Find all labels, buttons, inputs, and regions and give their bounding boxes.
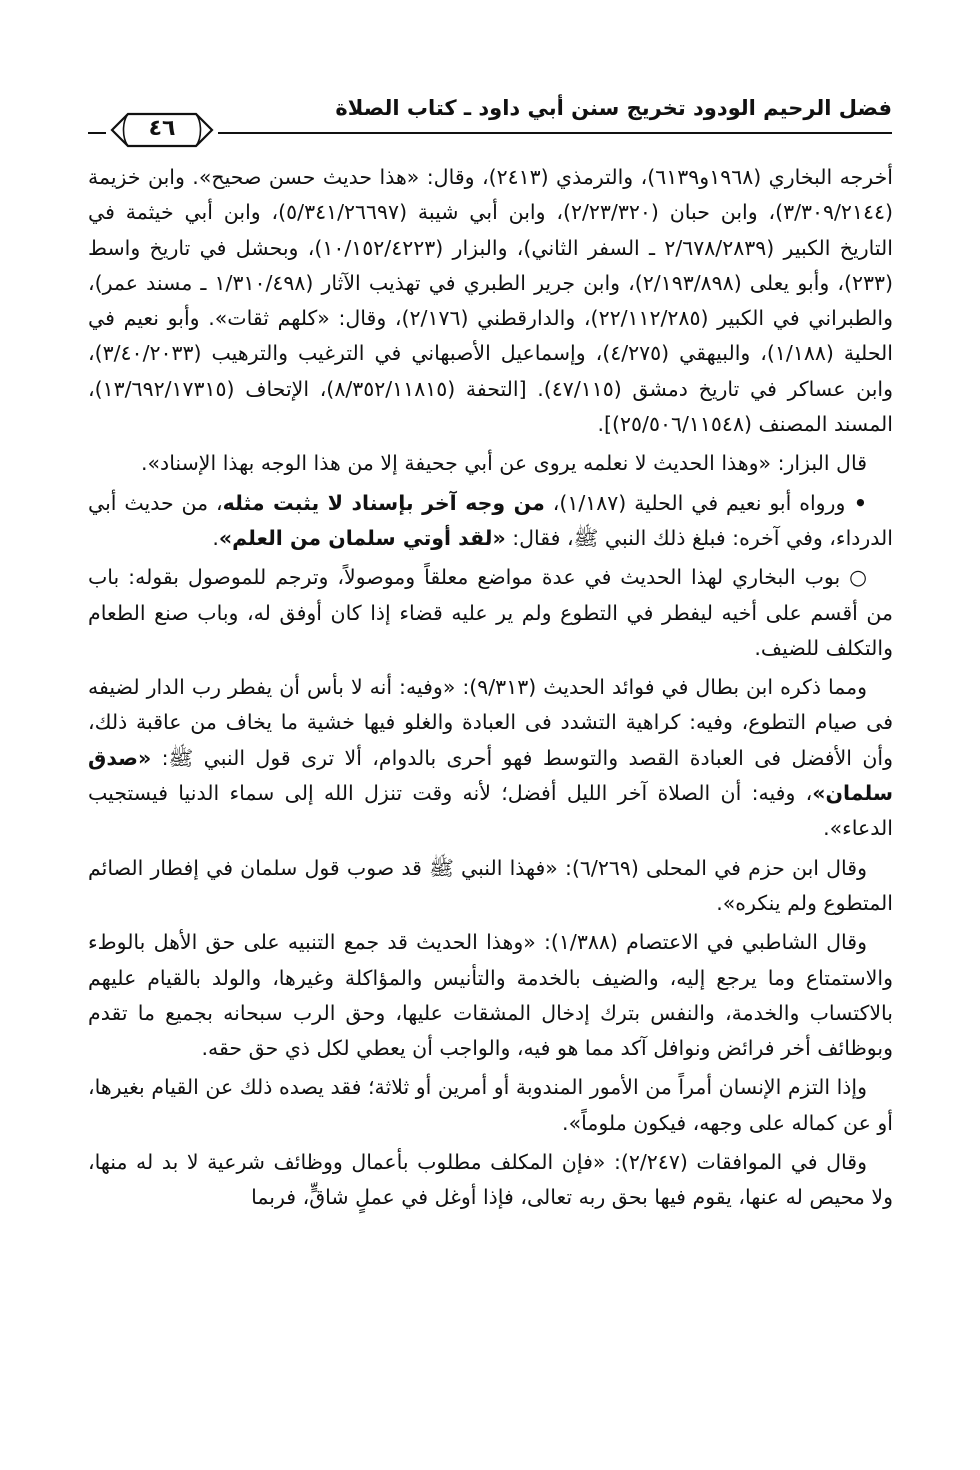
text-run: ، من حديث أبي الدرداء، وفي آخره: فبلغ ذلك النبي ﷺ، فقال: — [88, 490, 893, 550]
text-run: ، وفيه: أن الصلاة آخر الليل أفضل؛ لأنه وقت تنزل الله إلى سماء الدنيا فيستجيب الدعاء». — [88, 781, 893, 841]
bold-text: من وجه آخر بإسناد لا يثبت مثله — [222, 490, 545, 515]
paragraph-takhrij — [88, 160, 893, 442]
paragraph-bazzar — [88, 446, 893, 481]
page-number: ٤٦ — [148, 116, 176, 141]
body-text — [88, 160, 893, 1220]
text-run: أخرجه البخاري (١٩٦٨و٦١٣٩)، والترمذي (٢٤١٣)، وقال: «هذا حديث حسن صحيح». وابن خزيمة (٣/٣٠٩/٢١٤٤)، وابن حبان (٢/٢٣/٣٢٠)، وابن أبي شيبة (٥/٣٤١/٢٦٦٩٧)، وابن أبي خيثمة في التاريخ الكبير (٢/٦٧٨/٢٨٣٩ ـ السفر الثاني)، والبزار (١٠/١٥٢/٤٢٢٣)، وبحشل في تاريخ واسط (٢٣٣)، وأبو يعلى (٢/١٩٣/٨٩٨)، وابن جرير الطبري في تهذيب الآثار (١/٣١٠/٤٩٨ ـ مسند عمر)، والطبراني في الكبير (٢٢/١١٢/٢٨٥)، والدارقطني (٢/١٧٦)، وقال: «كلهم ثقات». وأبو نعيم في الحلية (١/١٨٨)، والبيهقي (٤/٢٧٥)، وإسماعيل الأصبهاني في الترغيب والترهيب (٣/٤٠/٢٠٣٣)، وابن عساكر في تاريخ دمشق (٤٧/١١٥). [التحفة (٨/٣٥٢/١١٨١٥)، الإتحاف (١٣/٦٩٢/١٧٣١٥)، المسند المصنف (٢٥/٥٠٦/١١٥٤٨)]. — [88, 165, 893, 437]
text-run: ومما ذكره ابن بطال في فوائد الحديث (٩/٣١٣): «وفيه: أنه لا بأس أن يفطر رب الدار لضيفه فى صيام التطوع، وفيه: كراهية التشدد فى العبادة والغلو فيها خشية ما يخاف من عاقبة ذلك، وأن الأفضل فى العبادة القصد والتوسط فهو أحرى بالدوام، ألا ترى قول النبي ﷺ: — [88, 675, 893, 770]
paragraph-abu-nuaim — [88, 486, 893, 557]
bold-text: • — [845, 490, 867, 515]
text-run: وقال ابن حزم في المحلى (٦/٢٦٩): «فهذا النبي ﷺ قد صوب قول سلمان في إفطار الصائم المتطوع ولم ينكره». — [88, 855, 893, 915]
page-header — [88, 92, 892, 156]
text-run: ورواه أبو نعيم في الحلية (١/١٨٧)، — [544, 490, 846, 515]
paragraph-shatibi-itisam — [88, 925, 893, 1066]
text-run: . — [212, 525, 219, 550]
text-run: قال البزار: «وهذا الحديث لا نعلمه يروى عن أبي جحيفة إلا من هذا الوجه بهذا الإسناد». — [141, 451, 867, 476]
text-run: ○ بوب البخاري لهذا الحديث في عدة مواضع معلقاً وموصولاً، وترجم للموصول بقوله: باب من أقسم على أخيه ليفطر في التطوع ولم ير عليه قضاء إذا كان أوفق له، وباب صنع الطعام والتكلف للضيف. — [88, 565, 893, 660]
paragraph-ibn-hazm — [88, 851, 893, 922]
paragraph-muwafaqat — [88, 1145, 893, 1216]
running-title: فضل الرحيم الودود تخريج سنن أبي داود ـ كتاب الصلاة — [335, 96, 892, 120]
bold-text: «صدق سلمان» — [88, 745, 893, 806]
bold-text: «لقد أوتي سلمان من العلم» — [218, 525, 506, 550]
page-number-ornament — [106, 110, 218, 150]
paragraph-ibn-battal — [88, 670, 893, 846]
text-run: وقال الشاطبي في الاعتصام (١/٣٨٨): «وهذا الحديث قد جمع التنبيه على حق الأهل بالوطء والاستمتاع وما يرجع إليه، والضيف بالخدمة والتأنيس والمؤاكلة وغيرها، والولد بالقيام عليهم بالاكتساب والخدمة، والنفس بترك إدخال المشقات عليها، وحق الرب سبحانه بجميع ما تقدم وبوظائف أخر فرائض ونوافل آكد مما هو فيه، والواجب أن يعطي لكل ذي حق حقه. — [88, 930, 893, 1061]
text-run: وإذا التزم الإنسان أمراً من الأمور المندوبة أو أمرين أو ثلاثة؛ فقد يصده ذلك عن القيام بغيرها، أو عن كماله على وجهه، فيكون ملوماً». — [88, 1075, 893, 1135]
text-run: وقال في الموافقات (٢/٢٤٧): «فإن المكلف مطلوب بأعمال ووظائف شرعية لا بد له منها، ولا محيص له عنها، يقوم فيها بحق ربه تعالى، فإذا أوغل في عملٍ شاقٍّ، فربما — [88, 1150, 893, 1210]
paragraph-iltizam — [88, 1070, 893, 1141]
paragraph-bukhari-bab — [88, 560, 893, 666]
